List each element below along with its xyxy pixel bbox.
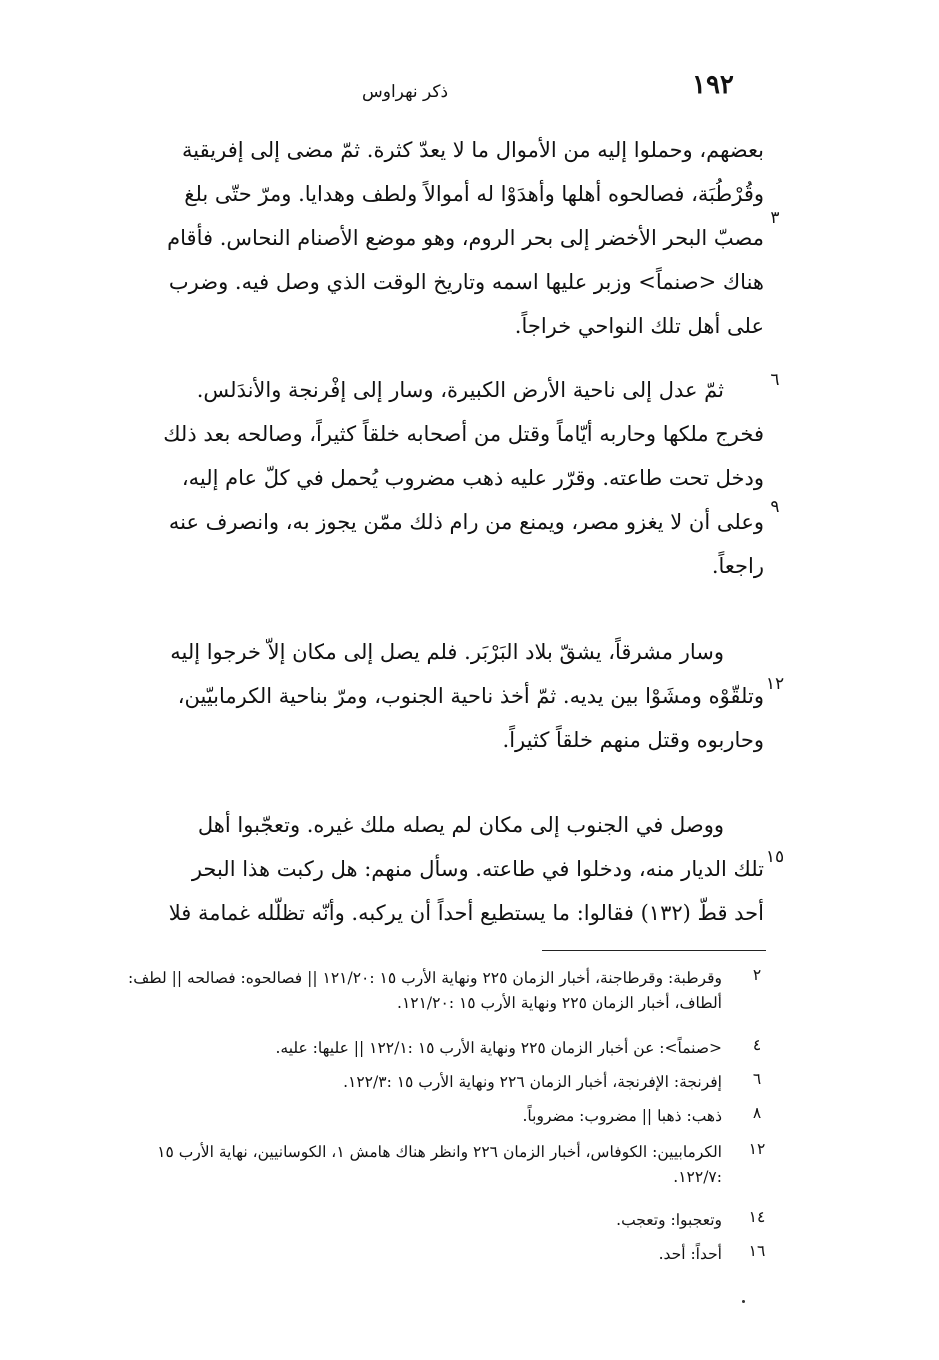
text-line: بعضهم، وحملوا إليه من الأموال ما لا يعدّ كثرة. ثمّ مضى إلى إفريقية [182, 138, 764, 162]
text-line: وعلى أن لا يغزو مصر، ويمنع من رام ذلك ممّن يجوز به، وانصرف عنه [168, 510, 764, 534]
footnote [112, 1208, 766, 1233]
footnote-text: الكرمابيين: الكوفاس، أخبار الزمان ٢٢٦ وانظر هناك هامش ١، الكوسانيين، نهاية الأرب ١٥ :١٢٢/٧. [157, 1143, 722, 1186]
footnote [112, 966, 762, 1016]
text-line: وتلقّوْه ومشَوْا بين يديه. ثمّ أخذ ناحية الجنوب، ومرّ بناحية الكرمابيّين، [177, 684, 764, 708]
line-number: ١٥ [765, 847, 785, 867]
paragraph-1 [64, 128, 764, 348]
page-number: ١٩٢ [692, 70, 734, 100]
footnote-number: ٢ [752, 966, 762, 984]
footnote-text: وقرطبة: وقرطاجنة، أخبار الزمان ٢٢٥ ونهاية الأرب ١٥ :١٢١/٢٠ || فصالحوه: فصالحه || لطف: ألطاف، أخبار الزمان ٢٢٥ ونهاية الأرب ١٥ :١٢١/٢٠. [128, 969, 722, 1012]
text-line: وسار مشرقاً، يشقّ بلاد البَرْبَر. فلم يصل إلى مكان إلاّ خرجوا إليه [170, 640, 724, 664]
line-number: ٣ [770, 208, 780, 228]
footnote-text: ذهب: ذهبا || مضروب: مضروباً. [522, 1107, 722, 1125]
paragraph-3 [64, 630, 764, 762]
text-line: هناك <صنماً> وزبر عليها اسمه وتاريخ الوقت الذي وصل فيه. وضرب [168, 270, 764, 294]
footnote-text: <صنماً>: عن أخبار الزمان ٢٢٥ ونهاية الأرب ١٥ :١٢٢/١ || عليها: عليه. [275, 1039, 722, 1057]
footnote-text: وتعجبوا: وتعجب. [616, 1211, 722, 1229]
text-line: ووصل في الجنوب إلى مكان لم يصله ملك غيره. وتعجّبوا أهل [197, 813, 724, 837]
footnote-number: ١٢ [748, 1140, 766, 1158]
running-title: ذكر نهراوس [362, 82, 449, 102]
footnote-number: ٦ [752, 1070, 762, 1088]
text-line: وحاربوه وقتل منهم خلقاً كثيراً. [502, 728, 764, 752]
text-line: ودخل تحت طاعته. وقرّر عليه ذهب مضروب يُحمل في كلّ عام إليه، [181, 466, 764, 490]
footnote-number: ٤ [752, 1036, 762, 1054]
text-line: راجعاً. [711, 554, 764, 578]
footnote [112, 1242, 766, 1267]
text-line: أحد قطّ (١٣٢) فقالوا: ما يستطيع أحداً أن يركبه. وأنّه تظلّله غمامة فلا [168, 901, 764, 925]
text-line: تلك الديار منه، ودخلوا في طاعته. وسأل منهم: هل ركبت هذا البحر [191, 857, 764, 881]
footnote [112, 1036, 762, 1061]
page-header [0, 68, 939, 108]
text-line: على أهل تلك النواحي خراجاً. [514, 314, 764, 338]
text-line: مصبّ البحر الأخضر إلى بحر الروم، وهو موضع الأصنام النحاس. فأقام [167, 226, 764, 250]
footnote-rule [542, 950, 766, 951]
paragraph-4 [64, 803, 764, 935]
text-line: ثمّ عدل إلى ناحية الأرض الكبيرة، وسار إلى إفْرنجة والأندَلس. [196, 378, 724, 402]
footnote-number: ١٤ [748, 1208, 766, 1226]
footnote-text: إفرنجة: الإفرنجة، أخبار الزمان ٢٢٦ ونهاية الأرب ١٥ :١٢٢/٣. [343, 1073, 722, 1091]
line-number: ٩ [770, 497, 780, 517]
footnote-number: ١٦ [748, 1242, 766, 1260]
line-number: ١٢ [765, 674, 785, 694]
text-line: وقُرْطُبَة، فصالحوه أهلها وأهدَوْا له أموالاً ولطف وهدايا. ومرّ حتّى بلغ [184, 182, 764, 206]
line-number: ٦ [770, 370, 780, 390]
text-line: فخرج ملكها وحاربه أيّاماً وقتل من أصحابه خلقاً كثيراً، وصالحه بعد ذلك [163, 422, 764, 446]
paragraph-2 [64, 368, 764, 588]
scan-speck [742, 1300, 745, 1303]
footnote-number: ٨ [752, 1104, 762, 1122]
footnote-text: أحداً: أحد. [658, 1245, 722, 1263]
footnote [112, 1140, 766, 1190]
footnote [112, 1104, 762, 1129]
footnote [112, 1070, 762, 1095]
